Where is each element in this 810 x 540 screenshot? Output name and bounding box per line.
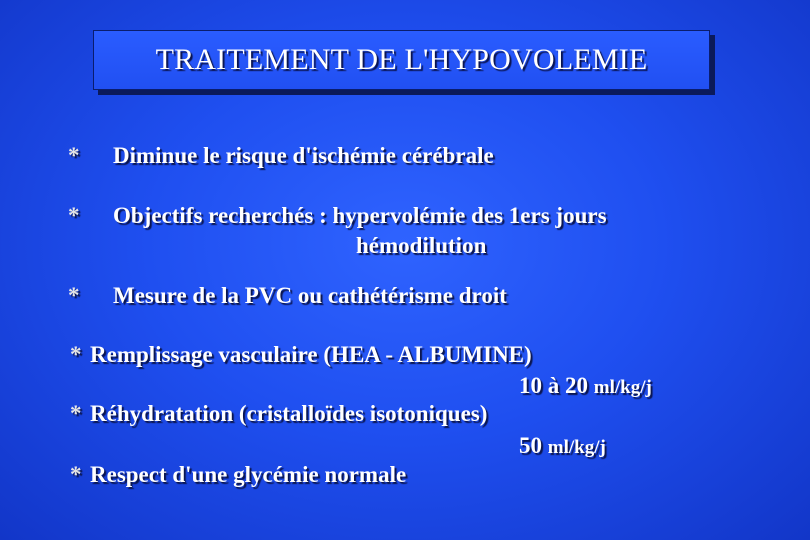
dose-value: 50 bbox=[519, 433, 542, 458]
bullet-continuation: hémodilution bbox=[356, 233, 487, 258]
item-marker: * bbox=[70, 401, 82, 426]
bullet-marker: * bbox=[68, 203, 80, 228]
item-marker: * bbox=[70, 462, 82, 487]
item-text: Respect d'une glycémie normale bbox=[90, 462, 407, 487]
title-box bbox=[93, 30, 710, 90]
item-marker: * bbox=[70, 342, 82, 367]
bullet-marker: * bbox=[68, 283, 80, 308]
bullet-marker: * bbox=[68, 143, 80, 168]
item-dose bbox=[519, 373, 652, 399]
dose-value: 10 à 20 bbox=[519, 373, 588, 398]
dose-unit: ml/kg/j bbox=[593, 377, 652, 398]
item-text: Remplissage vasculaire (HEA - ALBUMINE) bbox=[90, 342, 532, 367]
bullet-text: Mesure de la PVC ou cathétérisme droit bbox=[113, 283, 507, 308]
dose-unit: ml/kg/j bbox=[547, 437, 606, 458]
bullet-text: Diminue le risque d'ischémie cérébrale bbox=[113, 143, 494, 168]
item-text: Réhydratation (cristalloïdes isotoniques) bbox=[90, 401, 488, 426]
bullet-text: Objectifs recherchés : hypervolémie des 1ers jours bbox=[113, 203, 607, 228]
slide-title: TRAITEMENT DE L'HYPOVOLEMIE bbox=[155, 43, 648, 76]
item-dose bbox=[519, 433, 606, 459]
